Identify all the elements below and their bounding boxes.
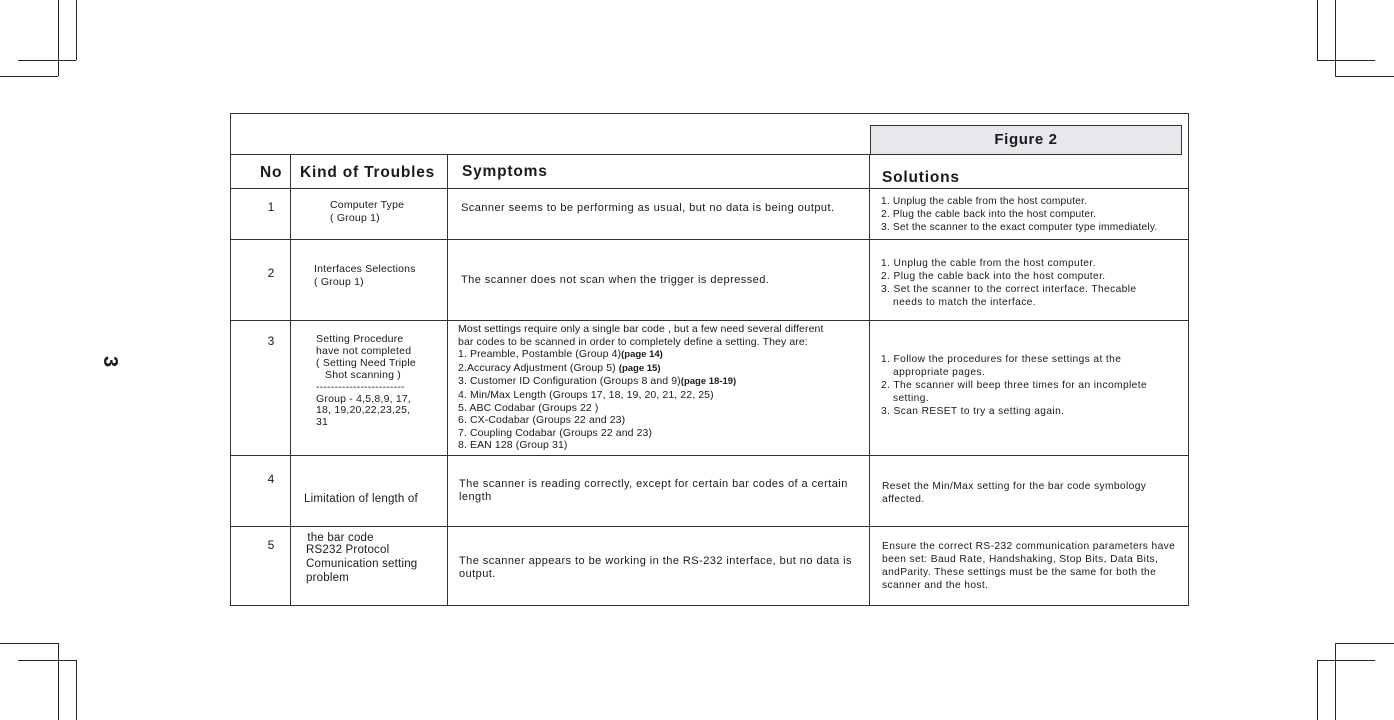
list-item: 1. Preamble, Postamble (Group 4)(page 14) — [458, 348, 663, 361]
solution-text: 1. Unplug the cable from the host computer. 2. Plug the cable back into the host computer. 3. Set the scanner to the correct interface. Thecable needs to match the interface. — [881, 258, 1137, 308]
symptom-text: Scanner seems to be performing as usual, but no data is being output. — [461, 202, 835, 214]
list-item: 3. Customer ID Configuration (Groups 8 and 9)(page 18-19) — [458, 375, 737, 388]
header-kind-of-troubles: Kind of Troubles — [300, 164, 436, 181]
trouble-kind: RS232 Protocol Comunication setting problem — [306, 544, 418, 584]
solution-text: Reset the Min/Max setting for the bar code symbology affected. — [882, 481, 1147, 505]
row-number: 4 — [267, 472, 275, 486]
row-number: 1 — [267, 200, 275, 214]
row-number: 5 — [267, 538, 275, 552]
list-item: 4. Min/Max Length (Groups 17, 18, 19, 20, 21, 22, 25) — [458, 388, 714, 401]
list-item: 8. EAN 128 (Group 31) — [458, 439, 568, 452]
row-number: 3 — [267, 334, 275, 348]
trouble-kind: Limitation of length of the bar code — [304, 493, 418, 544]
header-no: No — [260, 164, 283, 181]
list-item: 7. Coupling Codabar (Groups 22 and 23) — [458, 426, 653, 439]
list-item: 2.Accuracy Adjustment (Group 5) (page 15) — [458, 361, 661, 374]
symptom-text: The scanner is reading correctly, except for certain bar codes of a certain length — [459, 478, 848, 503]
trouble-kind: Computer Type ( Group 1) — [330, 199, 405, 224]
page-number: 3 — [99, 355, 122, 368]
header-symptoms: Symptoms — [462, 163, 548, 180]
list-item: 5. ABC Codabar (Groups 22 ) — [458, 401, 599, 414]
solution-text: Ensure the correct RS-232 communication parameters have been set: Baud Rate, Handshaking, Stop Bits, Data Bits, andParity. These settings must be the same for both the scanner and the host. — [882, 541, 1176, 591]
figure-label: Figure 2 — [870, 125, 1182, 155]
row-number: 2 — [267, 266, 275, 280]
symptom-text: The scanner appears to be working in the RS-232 interface, but no data is output. — [459, 555, 853, 580]
list-item: 6. CX-Codabar (Groups 22 and 23) — [458, 414, 626, 427]
symptom-text: Most settings require only a single bar code , but a few need several different bar codes to be scanned in order to completely define a setting. They are: 1. Preamble, Postamble (Group 4)(page 14) 2.Accuracy Adjustment (Group 5) (page 15) 3. Customer ID Configuration (Groups 8 and 9)(page 18-19) 4. Min/Max Length (Groups 17, 18, 19, 20, 21, 22, 25) 5. ABC Codabar (Groups 22 ) 6. CX-Codabar (Groups 22 and 23) 7. Coupling Codabar (Groups 22 and 23) 8. EAN 128 (Group 31) — [458, 323, 824, 452]
symptom-text: The scanner does not scan when the trigger is depressed. — [461, 274, 770, 286]
trouble-kind: Interfaces Selections ( Group 1) — [314, 263, 416, 288]
solution-text: 1. Unplug the cable from the host computer. 2. Plug the cable back into the host computer. 3. Set the scanner to the exact computer type immediately. — [881, 196, 1158, 233]
trouble-kind: Setting Procedure have not completed ( Setting Need Triple Shot scanning ) ------------------------ Group - 4,5,8,9, 17, 18, 19,20,22,23,25, 31 — [316, 333, 416, 429]
solution-text: 1. Follow the procedures for these settings at the appropriate pages. 2. The scanner will beep three times for an incomplete setting. 3. Scan RESET to try a setting again. — [881, 354, 1148, 417]
header-solutions: Solutions — [882, 169, 960, 186]
